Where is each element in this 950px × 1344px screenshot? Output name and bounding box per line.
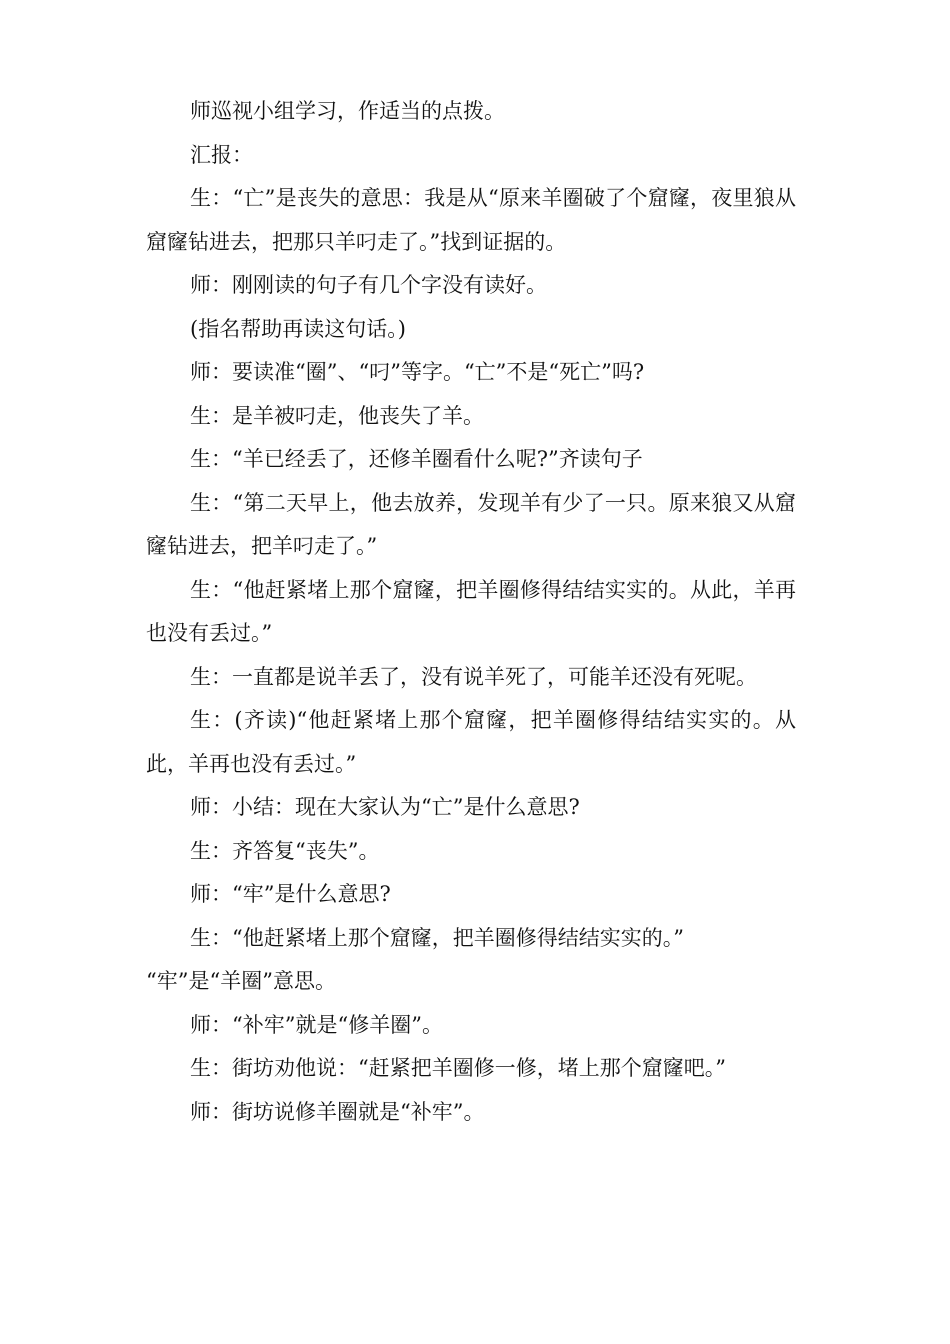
paragraph: 生：(齐读)“他赶紧堵上那个窟窿，把羊圈修得结结实实的。从此，羊再也没有丢过。”: [146, 708, 796, 776]
paragraph: 师：“补牢”就是“修羊圈”。: [190, 1012, 443, 1037]
paragraph: 生：“第二天早上，他去放养，发现羊有少了一只。原来狼又从窟窿钻进去，把羊叼走了。”: [146, 490, 796, 558]
paragraph: (指名帮助再读这句话。): [190, 316, 406, 341]
paragraph: 汇报：: [190, 142, 253, 167]
paragraph: 生：“他赶紧堵上那个窟窿，把羊圈修得结结实实的。从此，羊再也没有丢过。”: [146, 577, 796, 645]
paragraph: 生：“他赶紧堵上那个窟窿，把羊圈修得结结实实的。”: [190, 925, 684, 950]
paragraph: 生：一直都是说羊丢了，没有说羊死了，可能羊还没有死呢。: [190, 664, 757, 689]
paragraph: 生：“亡”是丧失的意思：我是从“原来羊圈破了个窟窿，夜里狼从窟窿钻进去，把那只羊叼走了。”找到证据的。: [146, 186, 796, 254]
document-body: [146, 90, 796, 1134]
paragraph: 师：要读准“圈”、“叼”等字。“亡”不是“死亡”吗?: [190, 360, 645, 384]
paragraph: 生：是羊被叼走，他丧失了羊。: [190, 403, 484, 428]
paragraph: 生：“羊已经丢了，还修羊圈看什么呢?”齐读句子: [190, 447, 643, 471]
paragraph: 师：“牢”是什么意思?: [190, 882, 391, 906]
paragraph: 师：街坊说修羊圈就是“补牢”。: [190, 1099, 485, 1124]
paragraph: 师：小结：现在大家认为“亡”是什么意思?: [190, 795, 580, 819]
paragraph: 生：街坊劝他说：“赶紧把羊圈修一修，堵上那个窟窿吧。”: [190, 1056, 726, 1080]
paragraph: 师巡视小组学习，作适当的点拨。: [190, 99, 505, 123]
paragraph: 师：刚刚读的句子有几个字没有读好。: [190, 273, 547, 297]
paragraph: “牢”是“羊圈”意思。: [146, 969, 336, 993]
paragraph: 生：齐答复“丧失”。: [190, 838, 380, 863]
